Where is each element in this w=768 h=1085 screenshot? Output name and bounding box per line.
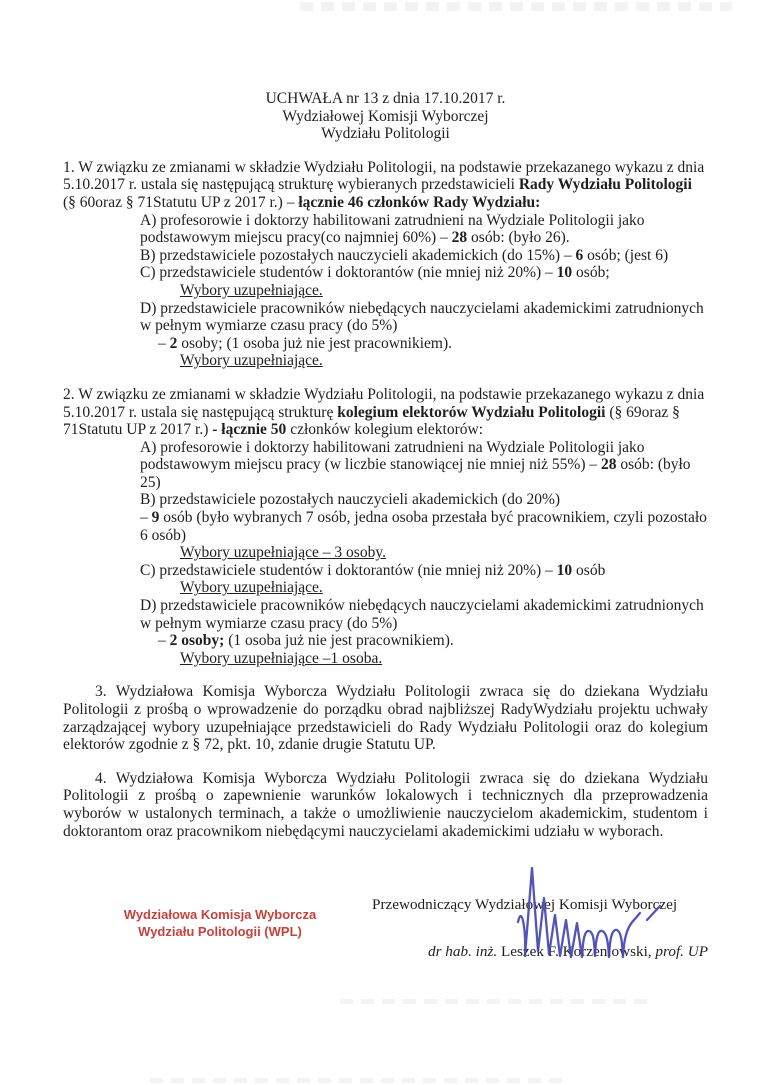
signatory-title: Przewodniczący Wydziałowej Komisji Wyborczej xyxy=(372,896,678,913)
paragraph-2-byelection-d: Wybory uzupełniające –1 osoba. xyxy=(180,649,383,667)
paragraph-1-item-a: A) profesorowie i doktorzy habilitowani zatrudnieni na Wydziale Politologii jako podstawowym miejscu pracy(co najmniej 60%) – 28 osób: (było 26). xyxy=(140,211,645,247)
paragraph-1-item-d: D) przedstawiciele pracowników niebędących nauczycielami akademickimi zatrudnionych w pełnym wymiarze czasu pracy (do 5%) xyxy=(140,299,704,335)
paragraph-2-item-c: C) przedstawiciele studentów i doktorantów (nie mniej niż 20%) – 10 osób xyxy=(140,561,606,579)
scan-artifact-lower xyxy=(340,999,652,1004)
title-line-1: UCHWAŁA nr 13 z dnia 17.10.2017 r. xyxy=(265,90,506,107)
paragraph-2-item-d: D) przedstawiciele pracowników niebędących nauczycielami akademickimi zatrudnionych w pełnym wymiarze czasu pracy (do 5%) xyxy=(140,597,704,632)
paragraph-4: 4. Wydziałowa Komisja Wyborcza Wydziału Politologii zwraca się do dziekana Wydziału Politologii z prośbą o zapewnienie warunków lokalowych i technicznych dla przeprowadzenia wyborów w ustalonych terminach, a także o umożliwienie nauczycielom akademickim, studentom i doktorantom oraz pracownikom niebędącymi nauczycielami akademickimi udziału w wyborach. xyxy=(63,769,708,840)
title-line-2: Wydziałowej Komisji Wyborczej xyxy=(282,107,489,125)
paragraph-1-item-b: B) przedstawiciele pozostałych nauczycieli akademickich (do 15%) – 6 osób; (jest 6) xyxy=(140,246,669,264)
title-line-3: Wydziału Politologii xyxy=(321,125,450,143)
signature-block xyxy=(372,896,708,961)
stamp-line-2: Wydziału Politologii (WPL) xyxy=(138,924,302,939)
paragraph-1-item-c: C) przedstawiciele studentów i doktorantów (nie mniej niż 20%) – 10 osób; xyxy=(140,264,610,282)
paragraph-1-byelection-c: Wybory uzupełniające. xyxy=(180,281,323,299)
paragraph-1-item-d-count: – 2 osoby; (1 osoba już nie jest pracownikiem). xyxy=(158,334,453,352)
document-footer xyxy=(63,896,708,961)
paragraph-2-item-b: B) przedstawiciele pozostałych nauczycieli akademickich (do 20%) xyxy=(140,491,561,509)
document-title xyxy=(63,90,708,143)
paragraph-3: 3. Wydziałowa Komisja Wyborcza Wydziału Politologii zwraca się do dziekana Wydziału Politologii z prośbą o wprowadzenie do porządku obrad najbliższej RadyWydziału projektu uchwały zarządzającej wybory uzupełniające przedstawicieli do Rady Wydziału Politologii oraz do kolegium elektorów zgodnie z § 72, pkt. 10, zdanie drugie Statutu UP. xyxy=(63,683,708,754)
stamp-line-1: Wydziałowa Komisja Wyborcza xyxy=(123,907,317,922)
paragraph-1-byelection-d: Wybory uzupełniające. xyxy=(180,352,323,370)
signatory-name: dr hab. inż. Leszek F. Korzeniowski, prof. UP xyxy=(427,943,708,960)
paragraph-2-byelection-c: Wybory uzupełniające. xyxy=(180,579,323,597)
paragraph-2-item-d-count: – 2 osoby; (1 osoba już nie jest pracownikiem). xyxy=(158,632,454,650)
paragraph-1-intro: 1. W związku ze zmianami w składzie Wydziału Politologii, na podstawie przekazanego wykazu z dnia 5.10.2017 r. ustala się następującą strukturę wybieranych przedstawicieli Rady Wydziału Politologii (§ 60oraz § 71Statutu UP z 2017 r.) – łącznie 46 członków Rady Wydziału: xyxy=(63,158,705,211)
committee-stamp xyxy=(115,906,325,940)
paragraph-2-intro: 2. W związku ze zmianami w składzie Wydziału Politologii, na podstawie przekazanego wykazu z dnia 5.10.2017 r. ustala się następującą strukturę kolegium elektorów Wydziału Politologii (§ 69oraz § 71Statutu UP z 2017 r.) - łącznie 50 członków kolegium elektorów: xyxy=(63,385,705,439)
document-body xyxy=(63,90,708,840)
paragraph-2-item-a: A) profesorowie i doktorzy habilitowani zatrudnieni na Wydziale Politologii jako podstawowym miejscu pracy (w liczbie stanowiącej nie mniej niż 55%) – 28 osób: (było 25) xyxy=(140,438,691,491)
scan-artifact-bottom xyxy=(150,1078,568,1083)
paragraph-2-byelection-b: Wybory uzupełniające – 3 osoby. xyxy=(180,544,386,562)
scan-artifact-top xyxy=(300,2,732,11)
paragraph-2-item-b-count: – 9 osób (było wybranych 7 osób, jedna osoba przestała być pracownikiem, czyli pozostało 6 osób) xyxy=(140,509,707,544)
